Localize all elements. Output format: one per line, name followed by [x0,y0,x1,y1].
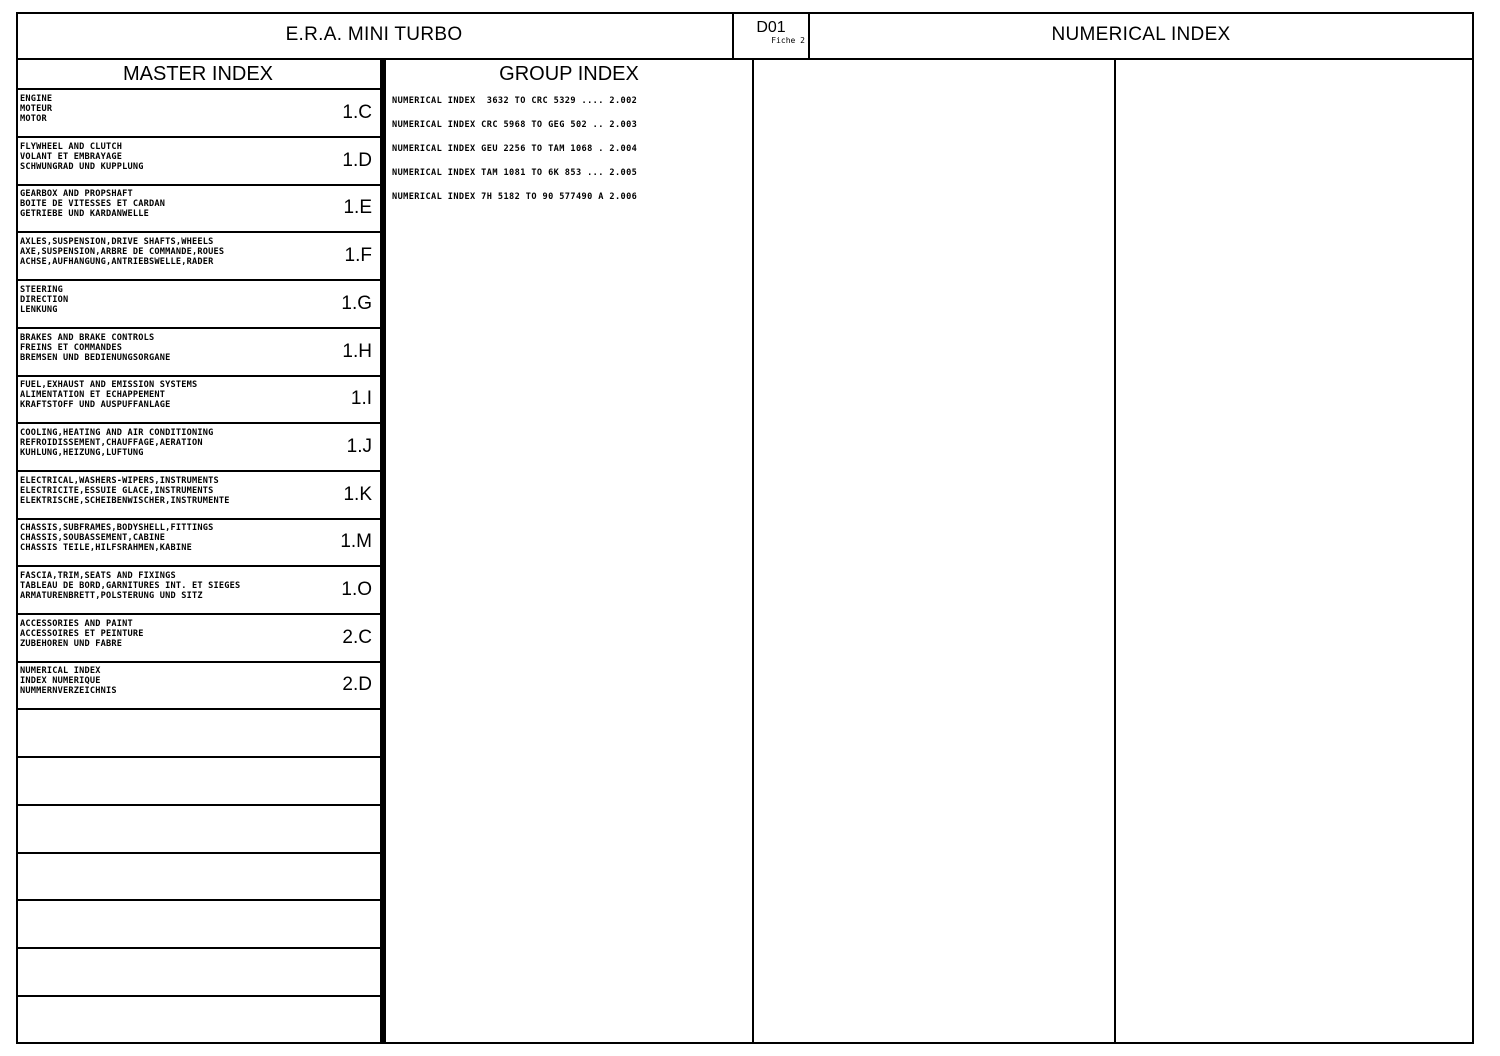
master-index-item[interactable] [16,376,380,424]
master-index-item-line: ACCESSOIRES ET PEINTURE [20,628,144,639]
master-index-item-line: ELECTRICAL,WASHERS-WIPERS,INSTRUMENTS [20,475,219,486]
group-index-entry[interactable]: NUMERICAL INDEX GEU 2256 TO TAM 1068 . 2.004 [392,144,638,154]
master-index-item-line: FREINS ET COMMANDES [20,342,123,353]
master-index-item-line: KUHLUNG,HEIZUNG,LUFTUNG [20,447,144,458]
master-index-item-line: MOTOR [20,114,47,124]
vehicle-title: E.R.A. MINI TURBO [285,24,463,45]
master-index-item-line: ZUBEHOREN UND FABRE [20,638,123,649]
master-index-item-line: ACHSE,AUFHANGUNG,ANTRIEBSWELLE,RADER [20,257,214,268]
master-index-item[interactable] [16,615,380,663]
master-index-item-line: FASCIA,TRIM,SEATS AND FIXINGS [20,571,176,581]
master-index-item-ref: 1.F [344,245,372,267]
master-index-title: MASTER INDEX [16,60,380,90]
master-index [16,60,382,1044]
master-index-item-line: STEERING [20,284,63,295]
master-index-item-line: ELEKTRISCHE,SCHEIBENWISCHER,INSTRUMENTE [20,495,230,506]
master-index-empty-row [16,806,380,854]
master-index-item-line: AXE,SUSPENSION,ARBRE DE COMMANDE,ROUES [20,247,225,258]
master-index-item-ref: 1.K [343,483,372,505]
master-index-empty-row [16,853,380,901]
group-index-entry[interactable]: NUMERICAL INDEX 7H 5182 TO 90 577490 A 2.006 [392,192,638,202]
master-index-item-label [20,333,170,363]
group-index-entry[interactable]: NUMERICAL INDEX 3632 TO CRC 5329 .... 2.002 [392,96,638,106]
fiche-code: D01 [756,19,786,36]
master-index-item-line: BREMSEN UND BEDIENUNGSORGANE [20,352,171,363]
master-index-item-line: CHASSIS,SOUBASSEMENT,CABINE [20,533,166,544]
master-index-item-line: FLYWHEEL AND CLUTCH [20,141,123,152]
master-index-item-line: LENKUNG [20,304,58,315]
master-index-item-label [20,476,230,506]
master-index-empty-row [16,949,380,997]
numerical-column-1 [754,60,1116,1044]
master-index-item-line: MOTEUR [20,104,53,114]
master-index-item-line: ENGINE [20,94,53,104]
master-index-item-line: ACCESSORIES AND PAINT [20,618,133,629]
master-index-item-line: AXLES,SUSPENSION,DRIVE SHAFTS,WHEELS [20,237,214,248]
master-index-item-ref: 1.J [346,435,372,457]
master-index-item-label [20,142,144,172]
master-index-item[interactable] [16,281,380,329]
master-index-item-label [20,619,144,649]
master-index-item[interactable] [16,138,380,186]
group-index [382,60,754,1044]
master-index-item-ref: 1.C [342,102,372,123]
master-index-item-ref: 1.M [340,531,372,553]
master-index-item-label [20,523,213,553]
master-index-item[interactable] [16,472,380,520]
group-index-title: GROUP INDEX [499,62,639,85]
master-index-item[interactable] [16,519,380,567]
master-index-item-label [20,666,117,696]
fiche-code-box [732,12,810,58]
master-index-item-line: FUEL,EXHAUST AND EMISSION SYSTEMS [20,380,198,391]
master-index-empty-row [16,901,380,949]
master-index-item-line: NUMERICAL INDEX [20,666,101,677]
master-index-item-line: BRAKES AND BRAKE CONTROLS [20,332,155,343]
master-index-empty-row [16,996,380,1044]
master-index-item-line: GEARBOX AND PROPSHAFT [20,189,133,200]
master-index-item-line: GETRIEBE UND KARDANWELLE [20,209,149,220]
master-index-item-label [20,94,52,124]
master-index-item-label [20,285,68,315]
header-bar [16,12,1474,60]
master-index-item-ref: 1.G [341,292,372,314]
master-index-item-line: ARMATURENBRETT,POLSTERUNG UND SITZ [20,591,203,601]
master-index-item-line: COOLING,HEATING AND AIR CONDITIONING [20,427,214,438]
master-index-item-ref: 1.I [350,388,372,410]
master-index-item[interactable] [16,90,380,138]
master-index-item-line: INDEX NUMERIQUE [20,676,101,687]
master-index-item-line: REFROIDISSEMENT,CHAUFFAGE,AERATION [20,437,203,448]
master-index-item-line: CHASSIS,SUBFRAMES,BODYSHELL,FITTINGS [20,523,214,534]
master-index-item-line: DIRECTION [20,294,69,305]
master-index-item[interactable] [16,233,380,281]
master-index-item-line: ALIMENTATION ET ECHAPPEMENT [20,390,166,401]
master-index-item-label [20,428,213,458]
group-index-entry[interactable]: NUMERICAL INDEX CRC 5968 TO GEG 502 .. 2.003 [392,120,638,130]
master-index-empty-row [16,758,380,806]
master-index-item-label [20,380,197,410]
master-index-item-label [20,571,240,601]
master-index-item-line: KRAFTSTOFF UND AUSPUFFANLAGE [20,400,171,411]
master-index-item-label [20,189,165,219]
group-index-entry[interactable]: NUMERICAL INDEX TAM 1081 TO 6K 853 ... 2.005 [392,168,638,178]
master-index-item-ref: 1.O [341,579,372,600]
section-title: NUMERICAL INDEX [1051,24,1231,45]
master-index-item-line: NUMMERNVERZEICHNIS [20,686,117,697]
master-index-item-ref: 2.D [342,674,372,696]
master-index-item[interactable] [16,662,380,710]
master-index-item-ref: 1.E [343,197,372,219]
master-index-item[interactable] [16,185,380,233]
master-index-item-ref: 2.C [342,626,372,648]
master-index-empty-row [16,710,380,758]
fiche-number: Fiche 2 [771,36,805,45]
master-index-item[interactable] [16,329,380,377]
master-index-item-line: ELECTRICITE,ESSUIE GLACE,INSTRUMENTS [20,485,214,496]
master-index-item-label [20,237,224,267]
numerical-column-2 [1116,60,1474,1044]
master-index-item[interactable] [16,567,380,615]
master-index-item-line: CHASSIS TEILE,HILFSRAHMEN,KABINE [20,543,192,554]
master-index-item-ref: 1.H [342,340,372,362]
master-index-item[interactable] [16,424,380,472]
master-index-item-line: SCHWUNGRAD UND KUPPLUNG [20,161,144,172]
master-index-item-line: TABLEAU DE BORD,GARNITURES INT. ET SIEGES [20,581,241,591]
master-index-item-ref: 1.D [342,149,372,171]
master-index-item-line: BOITE DE VITESSES ET CARDAN [20,199,166,210]
master-index-item-line: VOLANT ET EMBRAYAGE [20,151,123,162]
